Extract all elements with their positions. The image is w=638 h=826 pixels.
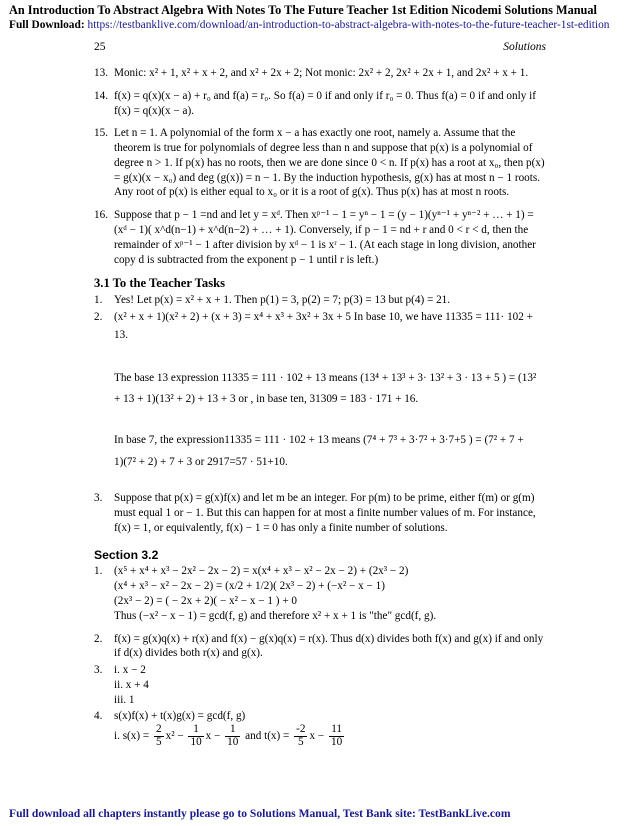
problem-text: Let n = 1. A polynomial of the form x − a has exactly one root, namely a. Assume that the theorem is true for polynomials of degree less than n and suppose that p(x) is a polynomial of degree n > 1. If p(x) has no roots, then we are done since 0 < n. If p(x) has a root at x₀, then p(x) = g(x)(x − x₀) and deg (g(x)) = n − 1. By the induction hypothesis, g(x) has at most n − 1 roots. Any root of p(x) is either equal to x₀ or it is a root of g(x). Thus p(x) has at most n roots. bbox=[114, 127, 545, 199]
base7-line-2: 1)(7² + 2) + 7 + 3 or 2917=57 · 51+10. bbox=[114, 455, 288, 468]
base7-line-1: In base 7, the expression11335 = 111 · 102 + 13 means (7⁴ + 7³ + 3·7² + 3·7+5 ) = (7² + 7 + bbox=[114, 434, 524, 447]
euclid-conclusion: Thus (−x² − x − 1) = gcd(f, g) and therefore x² + x + 1 is "the" gcd(f, g). bbox=[114, 609, 437, 622]
problem-13 bbox=[94, 66, 546, 81]
problem-14 bbox=[94, 89, 546, 119]
task-2 bbox=[94, 310, 546, 346]
fraction bbox=[225, 724, 240, 749]
euclid-step-3: (2x³ − 2) = ( − 2x + 2)( − x² − x − 1 ) + 0 bbox=[114, 594, 298, 607]
exercise-number: 1. bbox=[94, 565, 103, 578]
base13-line-2: + 13 + 1)(13² + 2) + 13 + 3 or , in base ten, 31309 = 183 · 171 + 16. bbox=[114, 393, 419, 406]
problem-text: Suppose that p − 1 =nd and let y = xᵈ. Then xᵖ⁻¹ − 1 = yⁿ − 1 = (y − 1)(yⁿ⁻¹ + yⁿ⁻² + … + 1) = (xᵈ − 1)( x^d(n−1) + x^d(n−2) + … + 1). Conversely, if p − 1 = nd + r and 0 < r < d, then the remainder of xᵖ⁻¹ − 1 after division by xᵈ − 1 is xʳ − 1. (At each stage in long division, another copy d is subtracted from the exponent p − 1 until r is left.) bbox=[114, 209, 536, 266]
fraction-numerator: 11 bbox=[329, 724, 344, 737]
answer-i: i. x − 2 bbox=[114, 664, 146, 677]
fraction-denominator: 5 bbox=[156, 735, 162, 748]
fraction-denominator: 10 bbox=[227, 735, 239, 748]
exercise-number: 3. bbox=[94, 664, 103, 677]
task-text: Suppose that p(x) = g(x)f(x) and let m be an integer. For p(m) to be prime, either f(m) or g(m) must equal 1 or − 1. But this can happen for at most a finite number values of m. For instance, f(x) = 1, or equivalently, f(x) − 1 = 0 has only a finite number of solutions. bbox=[114, 491, 536, 534]
page-content bbox=[94, 66, 546, 757]
fraction-numerator: -2 bbox=[296, 723, 306, 736]
download-url-link[interactable]: https://testbanklive.com/download/an-introduction-to-abstract-algebra-with-notes-to-the-future-teacher-1st-edition bbox=[87, 19, 610, 32]
problem-16 bbox=[94, 208, 546, 267]
task-text: Yes! Let p(x) = x² + x + 1. Then p(1) = 3, p(2) = 7; p(3) = 13 but p(4) = 21. bbox=[114, 293, 451, 306]
fraction-denominator: 10 bbox=[330, 735, 343, 748]
formula-text: and t(x) = bbox=[242, 730, 293, 743]
base13-line-1: The base 13 expression 11335 = 111 · 102 + 13 means (13⁴ + 13³ + 3· 13² + 3 · 13 + 5 ) = (13² bbox=[114, 371, 537, 384]
section-3-1-title: 3.1 To the Teacher Tasks bbox=[94, 276, 226, 291]
section-3-2-title: Section 3.2 bbox=[94, 548, 159, 563]
base7-paragraph bbox=[114, 430, 546, 473]
running-title: Solutions bbox=[503, 41, 546, 53]
exercise-2 bbox=[94, 632, 546, 662]
formula-text: x − bbox=[309, 730, 327, 743]
page-number: 25 bbox=[94, 41, 106, 53]
footer-download-notice[interactable]: Full download all chapters instantly please go to Solutions Manual, Test Bank site: TestBankLive.com bbox=[9, 807, 511, 820]
fraction-denominator: 5 bbox=[298, 735, 304, 748]
page-header bbox=[94, 40, 546, 55]
bezout-coefficients bbox=[114, 724, 546, 749]
download-banner bbox=[9, 2, 634, 33]
exercise-3 bbox=[94, 663, 546, 707]
fraction-numerator: 1 bbox=[188, 724, 203, 737]
answer-iii: iii. 1 bbox=[114, 693, 135, 706]
problem-15 bbox=[94, 126, 546, 200]
answer-ii: ii. x + 4 bbox=[114, 678, 149, 691]
problem-number: 15. bbox=[94, 127, 108, 140]
formula-text: x − bbox=[205, 730, 224, 743]
problem-text: f(x) = q(x)(x − a) + r₀ and f(a) = r₀. So f(a) = 0 if and only if r₀ = 0. Thus f(a) = 0 if and only if f(x) = q(x)(x − a). bbox=[114, 89, 536, 117]
fraction bbox=[294, 724, 307, 749]
exercise-number: 4. bbox=[94, 710, 103, 723]
euclid-step-2: (x⁴ + x³ − x² − 2x − 2) = (x/2 + 1/2)( 2x³ − 2) + (−x² − x − 1) bbox=[114, 580, 385, 593]
base13-paragraph bbox=[114, 368, 546, 411]
task-1 bbox=[94, 293, 546, 308]
manual-title: An Introduction To Abstract Algebra With Notes To The Future Teacher 1st Edition Nicodemi Solutions Manual bbox=[9, 3, 597, 17]
fraction bbox=[188, 724, 203, 749]
download-label: Full Download: bbox=[9, 19, 85, 32]
exercise-number: 2. bbox=[94, 632, 103, 645]
problem-number: 16. bbox=[94, 209, 108, 222]
task-text-line-1: (x² + x + 1)(x² + 2) + (x + 3) = x⁴ + x³ + 3x² + 3x + 5 In base 10, we have 11335 = 111· 102 + bbox=[114, 310, 533, 323]
task-3 bbox=[94, 491, 546, 535]
fraction bbox=[329, 724, 344, 749]
exercise-1 bbox=[94, 564, 546, 623]
task-number: 1. bbox=[94, 293, 103, 306]
euclid-step-1: (x⁵ + x⁴ + x³ − 2x² − 2x − 2) = x(x⁴ + x³ − x² − 2x − 2) + (2x³ − 2) bbox=[114, 565, 409, 578]
formula-prefix: i. s(x) = bbox=[114, 730, 153, 743]
fraction-numerator: 2 bbox=[156, 723, 162, 736]
exercise-4 bbox=[94, 709, 546, 748]
fraction bbox=[154, 724, 164, 749]
bezout-identity: s(x)f(x) + t(x)g(x) = gcd(f, g) bbox=[114, 710, 246, 723]
task-number: 3. bbox=[94, 491, 103, 504]
formula-text: x² − bbox=[165, 730, 187, 743]
task-number: 2. bbox=[94, 310, 103, 323]
fraction-denominator: 10 bbox=[190, 735, 202, 748]
problem-number: 14. bbox=[94, 89, 108, 102]
fraction-numerator: 1 bbox=[225, 724, 240, 737]
download-link-line[interactable] bbox=[9, 18, 634, 33]
problem-number: 13. bbox=[94, 67, 108, 79]
exercise-text: f(x) = g(x)q(x) + r(x) and f(x) − g(x)q(x) = r(x). Thus d(x) divides both f(x) and g(x) if and only if d(x) divides both r(x) and g(x). bbox=[114, 632, 544, 660]
task-text-line-2: 13. bbox=[114, 328, 128, 341]
problem-text: Monic: x² + 1, x² + x + 2, and x² + 2x + 2; Not monic: 2x² + 2, 2x² + 2x + 1, and 2x² + x + 1. bbox=[114, 67, 529, 79]
